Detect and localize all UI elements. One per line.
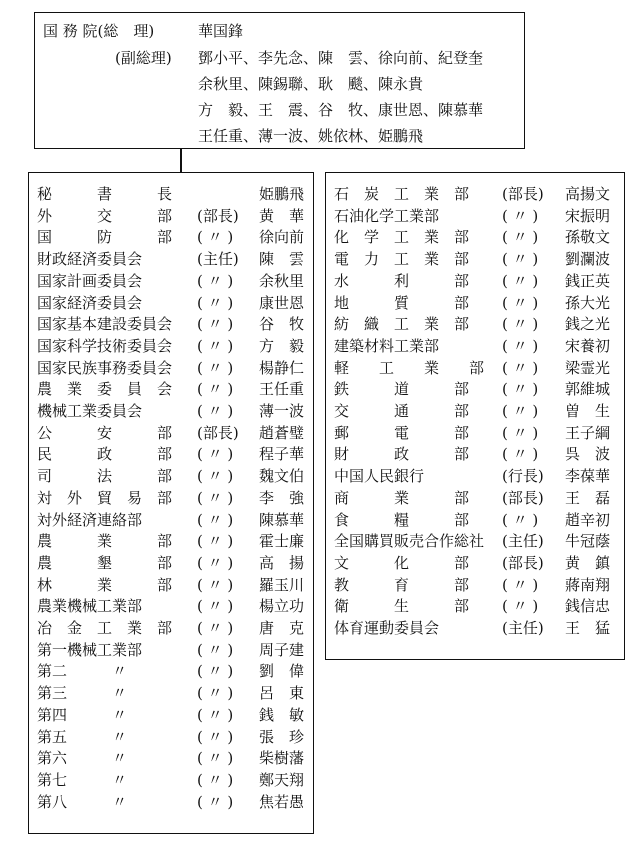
ministry-row [326,313,624,335]
ministry-row [326,465,624,487]
ministry-row [29,357,313,379]
position-title: ( 〃 ) [502,423,539,442]
official-name: 孫大光 [565,293,611,312]
official-name: 宋養初 [565,336,611,355]
ministry-name: 地 質 部 [334,293,470,312]
ministry-row [29,335,313,357]
ministry-name: 第三 〃 [37,684,128,703]
position-title: ( 〃 ) [197,749,234,768]
position-title: ( 〃 ) [502,402,539,420]
official-name: 蔣南翔 [565,575,611,594]
official-name: 楊立功 [259,597,305,616]
ministries-right-box [325,172,625,660]
ministry-row [326,509,624,531]
official-name: 牛冠蔭 [565,532,611,551]
vice-premier-line: 王任重、薄一波、姚依林、姫鵬飛 [198,127,424,145]
position-title: (主任) [197,250,239,269]
official-name: 唐 克 [259,619,305,637]
ministry-name: 紡 織 工 業 部 [334,315,470,334]
ministry-name: 化 学 工 業 部 [334,228,470,247]
ministry-name: 国家基本建設委員会 [37,315,173,334]
ministry-name: 国家民族事務委員会 [37,358,173,377]
ministry-row [29,313,313,335]
position-title: ( 〃 ) [197,792,234,811]
official-name: 銭 敏 [259,705,305,724]
ministry-name: 財 政 部 [334,445,470,464]
official-name: 薄一波 [259,402,305,420]
premier-name: 華国鋒 [198,22,244,40]
ministries-left-box [28,172,314,834]
position-title: ( 〃 ) [197,228,234,247]
official-name: 羅玉川 [259,575,305,594]
ministry-name: 電 力 工 業 部 [334,250,470,269]
official-name: 銭信忠 [565,597,611,616]
ministry-name: 建築材料工業部 [334,336,440,355]
ministry-name: 第一機械工業部 [37,640,143,659]
ministry-name: 石油化学工業部 [334,206,440,225]
official-name: 宋振明 [565,206,611,225]
official-name: 鄭天翔 [259,770,305,789]
ministry-row [29,726,313,748]
ministry-name: 対 外 貿 易 部 [37,488,173,507]
ministry-row [29,617,313,639]
official-name: 陳慕華 [259,510,305,529]
official-name: 梁霊光 [565,358,611,377]
official-name: 霍士廉 [259,532,305,551]
official-name: 銭正英 [565,271,611,290]
official-name: 黄 鎮 [565,553,611,572]
official-name: 王任重 [259,380,305,399]
position-title: ( 〃 ) [502,445,539,464]
ministry-name: 第六 〃 [37,749,128,768]
ministry-name: 商 業 部 [334,488,470,507]
official-name: 楊静仁 [259,358,305,377]
ministry-row [29,292,313,314]
ministry-row [326,617,624,639]
official-name: 柴樹藩 [259,749,305,768]
position-title: (主任) [502,532,544,551]
position-title: (部長) [197,206,239,225]
official-name: 銭之光 [565,315,611,334]
ministry-row [29,443,313,465]
ministry-name: 石 炭 工 業 部 [334,185,470,203]
ministry-name: 第七 〃 [37,770,128,789]
ministry-row [29,183,313,205]
official-name: 王 磊 [565,488,611,507]
position-title: ( 〃 ) [502,358,539,377]
official-name: 王子綱 [565,423,611,442]
official-name: 劉瀾波 [565,250,611,269]
position-title: (部長) [502,553,544,572]
official-name: 焦若愚 [259,792,305,811]
ministry-row [29,226,313,248]
ministry-row [326,422,624,444]
premier-label: 国 務 院(総 理) [43,22,155,40]
official-name: 劉 偉 [259,662,305,681]
ministry-row [29,574,313,596]
ministry-name: 教 育 部 [334,575,470,594]
position-title: ( 〃 ) [197,684,234,703]
official-name: 姫鵬飛 [259,185,305,203]
ministry-name: 国家計画委員会 [37,271,143,290]
position-title: ( 〃 ) [502,575,539,594]
vice-premier-line: 余秋里、陳錫聯、耿 颷、陳永貴 [198,75,424,93]
ministry-name: 第四 〃 [37,705,128,724]
ministry-name: 民 政 部 [37,445,173,464]
position-title: ( 〃 ) [197,662,234,681]
ministry-row [29,487,313,509]
ministry-name: 公 安 部 [37,423,173,442]
ministry-name: 郵 電 部 [334,423,470,442]
state-council-box [34,12,525,149]
ministry-row [29,769,313,791]
ministry-row [29,509,313,531]
position-title: ( 〃 ) [197,336,234,355]
ministry-name: 農業機械工業部 [37,597,143,616]
ministry-name: 農 業 部 [37,532,173,551]
position-title: ( 〃 ) [197,770,234,789]
position-title: ( 〃 ) [197,293,234,312]
position-title: ( 〃 ) [502,250,539,269]
official-name: 李 強 [259,488,305,507]
official-name: 郭維城 [565,380,611,399]
ministry-name: 鉄 道 部 [334,380,470,399]
ministry-row [326,595,624,617]
official-name: 王 猛 [565,619,611,637]
ministry-row [29,552,313,574]
official-name: 趙辛初 [565,510,611,529]
official-name: 谷 牧 [259,315,305,334]
official-name: 高 揚 [259,553,305,572]
ministry-name: 中国人民銀行 [334,467,425,486]
official-name: 魏文伯 [259,467,305,486]
position-title: ( 〃 ) [197,402,234,420]
official-name: 呉 波 [565,445,611,464]
ministry-row [326,378,624,400]
ministry-row [326,248,624,270]
ministry-name: 司 法 部 [37,467,173,486]
position-title: ( 〃 ) [502,597,539,616]
ministry-name: 軽 工 業 部 [334,358,485,377]
official-name: 周子建 [259,640,305,659]
position-title: ( 〃 ) [197,575,234,594]
ministry-row [29,205,313,227]
ministry-name: 全国購買販売合作総社 [334,532,485,551]
ministry-name: 第二 〃 [37,662,128,681]
ministry-row [29,747,313,769]
position-title: ( 〃 ) [197,358,234,377]
ministry-row [29,400,313,422]
ministry-row [29,465,313,487]
official-name: 趙蒼璧 [259,423,305,442]
official-name: 余秋里 [259,271,305,290]
ministry-row [326,487,624,509]
position-title: ( 〃 ) [502,510,539,529]
ministry-name: 冶 金 工 業 部 [37,619,173,637]
ministry-row [29,248,313,270]
position-title: ( 〃 ) [197,727,234,746]
position-title: ( 〃 ) [197,445,234,464]
ministry-name: 農 業 委 員 会 [37,380,173,399]
position-title: (部長) [197,423,239,442]
ministry-row [326,400,624,422]
official-name: 徐向前 [259,228,305,247]
official-name: 李葆華 [565,467,611,486]
official-name: 張 珍 [259,727,305,746]
position-title: (部長) [502,185,544,203]
ministry-name: 国家科学技術委員会 [37,336,173,355]
ministry-name: 秘 書 長 [37,185,173,203]
ministry-name: 林 業 部 [37,575,173,594]
ministry-name: 対外経済連絡部 [37,510,143,529]
ministry-name: 水 利 部 [334,271,470,290]
position-title: ( 〃 ) [502,380,539,399]
ministry-row [326,292,624,314]
ministry-name: 交 通 部 [334,402,470,420]
position-title: ( 〃 ) [197,619,234,637]
ministry-name: 国家経済委員会 [37,293,143,312]
official-name: 高揚文 [565,185,611,203]
ministry-row [29,378,313,400]
position-title: ( 〃 ) [197,315,234,334]
ministry-name: 農 墾 部 [37,553,173,572]
position-title: ( 〃 ) [197,553,234,572]
ministry-row [29,530,313,552]
ministry-name: 財政経済委員会 [37,250,143,269]
position-title: ( 〃 ) [197,380,234,399]
ministry-row [326,270,624,292]
ministry-row [326,335,624,357]
ministry-name: 外 交 部 [37,206,173,225]
ministry-row [29,682,313,704]
position-title: ( 〃 ) [197,597,234,616]
ministry-name: 体育運動委員会 [334,619,440,637]
ministry-row [326,183,624,205]
position-title: ( 〃 ) [502,271,539,290]
position-title: ( 〃 ) [197,488,234,507]
position-title: (主任) [502,619,544,637]
position-title: ( 〃 ) [502,206,539,225]
position-title: ( 〃 ) [197,467,234,486]
ministry-row [326,552,624,574]
ministry-name: 食 糧 部 [334,510,470,529]
official-name: 曽 生 [565,402,611,420]
ministry-name: 衛 生 部 [334,597,470,616]
ministry-row [326,226,624,248]
ministry-row [29,791,313,813]
position-title: ( 〃 ) [502,293,539,312]
org-connector-line [180,149,182,172]
official-name: 黄 華 [259,206,305,225]
ministry-row [29,422,313,444]
official-name: 方 毅 [259,336,305,355]
position-title: ( 〃 ) [197,510,234,529]
vice-premier-label: (副総理) [115,49,172,67]
official-name: 孫敬文 [565,228,611,247]
position-title: ( 〃 ) [197,271,234,290]
position-title: (部長) [502,488,544,507]
ministry-row [29,595,313,617]
ministry-row [326,574,624,596]
ministry-row [326,443,624,465]
position-title: ( 〃 ) [197,532,234,551]
official-name: 陳 雲 [259,250,305,269]
vice-premier-line: 方 毅、王 震、谷 牧、康世恩、陳慕華 [198,101,484,119]
ministry-name: 国 防 部 [37,228,173,247]
position-title: (行長) [502,467,544,486]
ministry-name: 文 化 部 [334,553,470,572]
ministry-row [29,660,313,682]
vice-premier-line: 鄧小平、李先念、陳 雲、徐向前、紀登奎 [198,49,484,67]
position-title: ( 〃 ) [502,315,539,334]
position-title: ( 〃 ) [197,705,234,724]
official-name: 呂 東 [259,684,305,703]
ministry-name: 第五 〃 [37,727,128,746]
position-title: ( 〃 ) [197,640,234,659]
ministry-row [29,270,313,292]
ministry-row [326,357,624,379]
official-name: 程子華 [259,445,305,464]
ministry-row [326,205,624,227]
official-name: 康世恩 [259,293,305,312]
position-title: ( 〃 ) [502,228,539,247]
ministry-name: 機械工業委員会 [37,402,143,420]
ministry-name: 第八 〃 [37,792,128,811]
ministry-row [29,704,313,726]
ministry-row [326,530,624,552]
position-title: ( 〃 ) [502,336,539,355]
ministry-row [29,639,313,661]
